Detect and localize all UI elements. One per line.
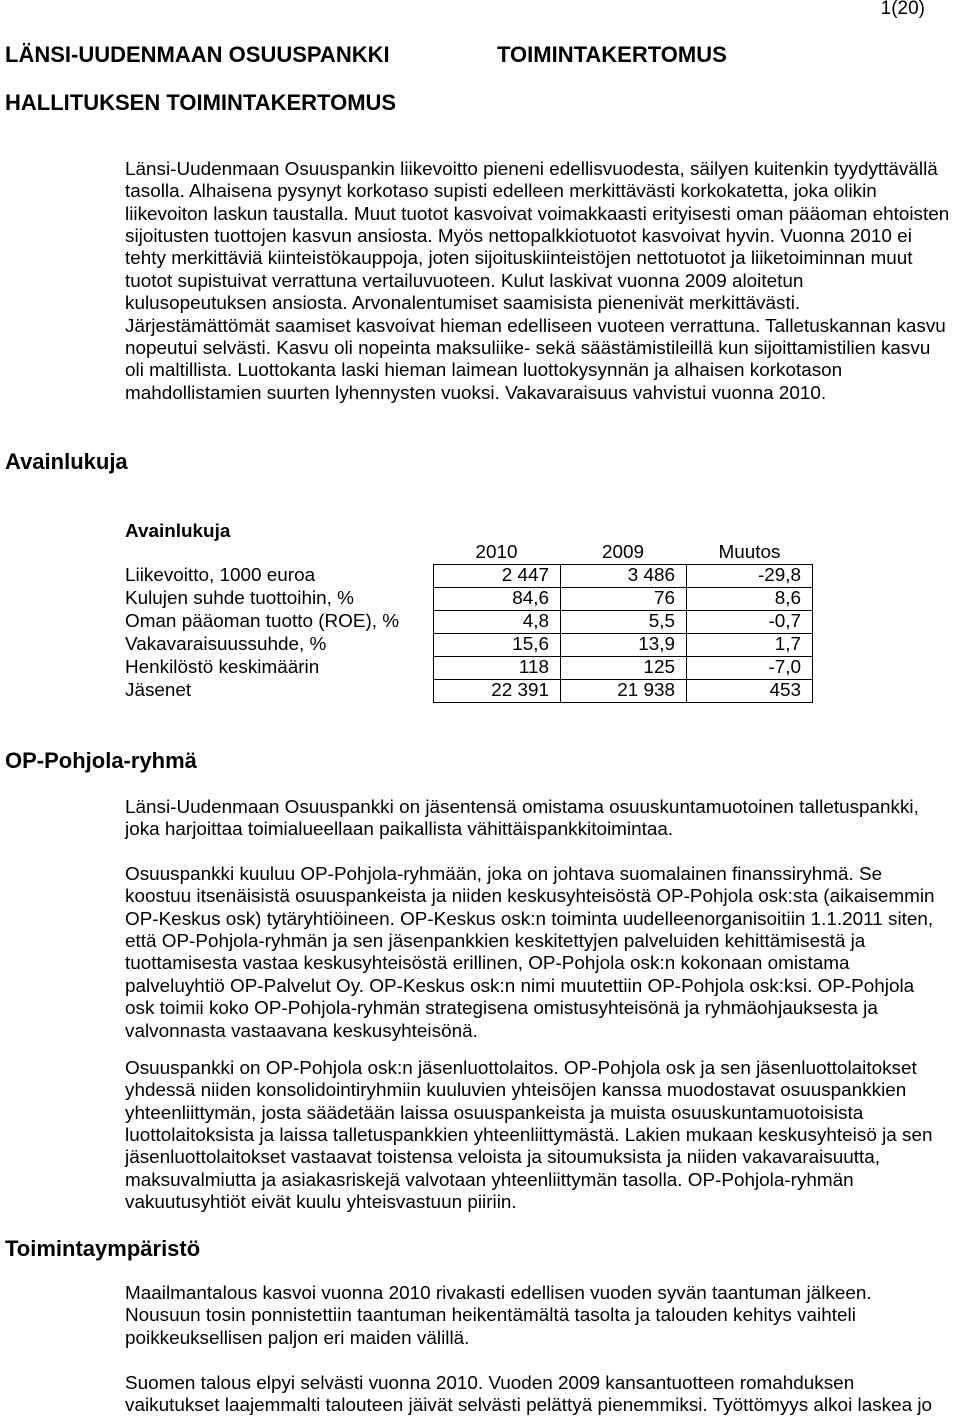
value-change: -29,8 [686, 564, 813, 587]
row-label: Oman pääoman tuotto (ROE), % [125, 611, 400, 632]
value-2009: 76 [560, 587, 686, 610]
table-row [125, 587, 813, 610]
text-line: tasolla. Alhaisena pysynyt korkotaso supisti edelleen merkittävästi korkokatetta, joka olikin [125, 181, 877, 203]
text-line: yhteenliittymän, josta säädetään laissa osuuspankeista ja muista osuuskuntamuotoisista [125, 1102, 864, 1124]
op-group-paragraph-3 [125, 1058, 932, 1215]
column-header-2010: 2010 [475, 542, 518, 563]
row-label: Jäsenet [125, 680, 192, 701]
op-group-paragraph-1 [125, 797, 919, 842]
text-line: Suomen talous elpyi selvästi vuonna 2010. Vuoden 2009 kansantuotteen romahduksen [125, 1372, 855, 1394]
text-line: vaikutukset laajemmalti talouteen jäivät selvästi pelättyä pienemmiksi. Työttömyys alkoi laskea jo [125, 1395, 933, 1417]
text-line: OP-Keskus osk) tytäryhtiöineen. OP-Keskus osk:n toiminta uudelleenorganisoitiin 1.1.2011 siten, [125, 908, 934, 930]
text-line: Osuuspankki kuuluu OP-Pohjola-ryhmään, joka on johtava suomalainen finanssiryhmä. Se [125, 863, 883, 885]
text-line: Maailmantalous kasvoi vuonna 2010 rivakasti edellisen vuoden syvän taantuman jälkeen. [125, 1282, 872, 1304]
text-line: joka harjoittaa toimialueellaan paikallista vähittäispankkitoimintaa. [125, 819, 674, 841]
value-change: 8,6 [686, 587, 813, 610]
table-title: Avainlukuja [125, 521, 231, 542]
text-line: jäsenluottolaitokset vastaavat toistensa veloista ja sitoumuksista ja niiden vakavaraisuutta, [125, 1147, 880, 1169]
text-line: kulusopeutuksen ansiosta. Arvonalentumiset saamisista pienenivät merkittävästi. [125, 293, 801, 315]
text-line: mahdollistamien suurten lyhennysten vuoksi. Vakavaraisuus vahvistui vuonna 2010. [125, 382, 827, 404]
text-line: oli maltillista. Luottokanta laski hieman laimean luottokysynnän ja alhaisen korkotason [125, 360, 843, 382]
text-line: Järjestämättömät saamiset kasvoivat hieman edelliseen vuoteen verrattuna. Talletuskannan kasvu [125, 315, 946, 337]
text-line: tuottamisesta vastaa keskusyhteisöstä erillinen, OP-Pohjola osk:n kokonaan omistama [125, 953, 850, 975]
row-label: Vakavaraisuussuhde, % [125, 634, 327, 655]
text-line: että OP-Pohjola-ryhmän ja sen jäsenpankkien keskitettyjen palveluiden kehittämisestä ja [125, 930, 866, 952]
text-line: tuotot supistuivat verrattuna vertailuvuoteen. Kulut laskivat vuonna 2009 aloitetun [125, 270, 804, 292]
value-2009: 3 486 [560, 564, 686, 587]
text-line: nopeutui selvästi. Kasvu oli nopeinta maksuliike- sekä säästämistileillä kun sijoittamistilien kasvu [125, 337, 931, 359]
text-line: palveluyhtiö OP-Palvelut Oy. OP-Keskus osk:n nimi muutettiin OP-Pohjola osk:ksi. OP-Pohjola [125, 975, 915, 997]
row-label: Liikevoitto, 1000 euroa [125, 565, 316, 586]
value-2010: 15,6 [433, 633, 560, 656]
table-row [125, 679, 813, 702]
intro-paragraph [125, 159, 949, 405]
table-row [125, 610, 813, 633]
value-2010: 2 447 [433, 564, 560, 587]
section-heading-operating-environment: Toimintaympäristö [5, 1236, 201, 1261]
value-change: -7,0 [686, 656, 813, 679]
text-line: luottolaitoksista ja laissa talletuspankkien yhteenliittymästä. Lakien mukaan keskusyhteisö ja sen [125, 1124, 933, 1146]
text-line: Osuuspankki on OP-Pohjola osk:n jäsenluottolaitos. OP-Pohjola osk ja sen jäsenluottolaitokset [125, 1057, 917, 1079]
value-2010: 4,8 [433, 610, 560, 633]
value-2010: 84,6 [433, 587, 560, 610]
value-change: 453 [686, 679, 813, 703]
text-line: tehty merkittäviä kiinteistökauppoja, joten sijoituskiinteistöjen nettotuotot ja liiketoiminnan muut [125, 248, 913, 270]
value-2010: 22 391 [433, 679, 560, 703]
value-2009: 13,9 [560, 633, 686, 656]
page-number: 1(20) [880, 0, 925, 19]
key-figures-table [125, 521, 813, 703]
report-title: HALLITUKSEN TOIMINTAKERTOMUS [5, 90, 397, 115]
text-line: vakuutusyhtiöt eivät kuulu yhteisvastuun piiriin. [125, 1192, 517, 1214]
text-line: koostuu itsenäisistä osuuspankeista ja niiden keskusyhteisöstä OP-Pohjola osk:sta (aikaisemmin [125, 886, 935, 908]
value-change: 1,7 [686, 633, 813, 656]
row-label: Kulujen suhde tuottoihin, % [125, 588, 354, 609]
text-line: Länsi-Uudenmaan Osuuspankin liikevoitto pieneni edellisvuodesta, säilyen kuitenkin tyydyttävällä [125, 158, 938, 180]
value-2009: 5,5 [560, 610, 686, 633]
text-line: Nousuun tosin ponnistettiin taantuman heikentämältä tasolta ja talouden kehitys vaihteli [125, 1305, 856, 1327]
table-header-row [125, 542, 813, 565]
environment-paragraph-1 [125, 1283, 872, 1350]
section-heading-op-group: OP-Pohjola-ryhmä [5, 748, 197, 773]
column-header-change: Muutos [718, 542, 781, 563]
value-2009: 125 [560, 656, 686, 679]
text-line: sijoitusten tuottojen kasvun ansiosta. Myös nettopalkkiotuotot kasvoivat hyvin. Vuonna 2010 ei [125, 225, 912, 247]
text-line: yhdessä niiden konsolidointiryhmiin kuuluvien yhteisöjen kanssa muodostavat osuuspankkien [125, 1080, 907, 1102]
environment-paragraph-2 [125, 1373, 932, 1418]
bank-name: LÄNSI-UUDENMAAN OSUUSPANKKI [5, 42, 390, 67]
value-2010: 118 [433, 656, 560, 679]
text-line: valvonnasta vastaavana keskusyhteisönä. [125, 1020, 478, 1042]
section-heading-key-figures: Avainlukuja [5, 449, 128, 474]
text-line: Länsi-Uudenmaan Osuuspankki on jäsentensä omistama osuuskuntamuotoinen talletuspankki, [125, 796, 919, 818]
table-row [125, 633, 813, 656]
table-row [125, 564, 813, 587]
text-line: maksuvalmiutta ja asiakasriskejä valvotaan yhteenliittymän tasolla. OP-Pohjola-ryhmän [125, 1169, 854, 1191]
text-line: poikkeuksellisen paljon eri maiden välillä. [125, 1327, 470, 1349]
row-label: Henkilöstö keskimäärin [125, 657, 320, 678]
table-title-row [125, 521, 813, 544]
text-line: osk toimii koko OP-Pohjola-ryhmän strategisena omistusyhteisönä ja ryhmäohjauksesta ja [125, 998, 878, 1020]
op-group-paragraph-2 [125, 864, 935, 1043]
value-2009: 21 938 [560, 679, 686, 703]
text-line: liikevoiton laskun taustalla. Muut tuotot kasvoivat voimakkaasti erityisesti oman pääoman ehtoisten [125, 203, 950, 225]
document-type: TOIMINTAKERTOMUS [497, 42, 727, 67]
table-row [125, 656, 813, 679]
column-header-2009: 2009 [601, 542, 645, 563]
value-change: -0,7 [686, 610, 813, 633]
